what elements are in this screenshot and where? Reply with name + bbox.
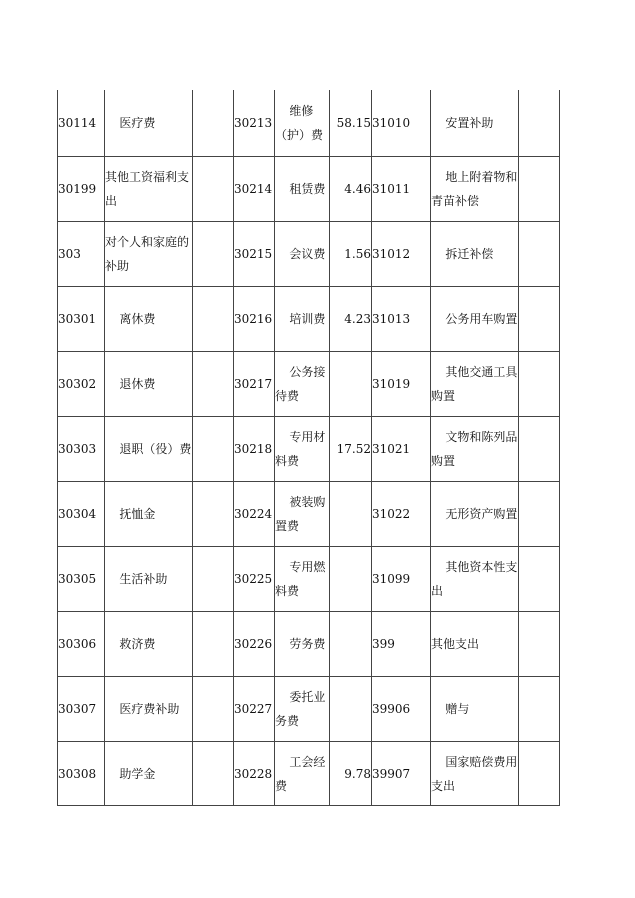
category-name-cell xyxy=(105,90,193,157)
category-name-cell xyxy=(105,222,193,287)
economic-code-text: 31022 xyxy=(372,507,411,521)
empty-cell xyxy=(519,547,560,612)
economic-code-text: 30218 xyxy=(234,442,273,456)
economic-code-cell xyxy=(372,547,431,612)
economic-code-cell xyxy=(58,90,105,157)
table-row xyxy=(58,352,560,417)
economic-code-cell xyxy=(234,612,275,677)
economic-code-text: 30303 xyxy=(58,442,97,456)
category-name-text: 专用燃料费 xyxy=(275,560,326,598)
table-row xyxy=(58,287,560,352)
economic-code-cell xyxy=(58,222,105,287)
economic-code-text: 303 xyxy=(58,247,81,261)
category-name-text: 劳务费 xyxy=(289,637,326,651)
economic-code-text: 30114 xyxy=(58,116,97,130)
category-name-text: 被装购置费 xyxy=(275,495,326,533)
economic-code-text: 30301 xyxy=(58,312,97,326)
economic-code-cell xyxy=(234,742,275,806)
economic-code-cell xyxy=(234,547,275,612)
economic-code-cell xyxy=(234,157,275,222)
economic-code-text: 30214 xyxy=(234,182,273,196)
table-row xyxy=(58,417,560,482)
empty-cell xyxy=(519,157,560,222)
category-name-cell xyxy=(105,352,193,417)
economic-code-cell xyxy=(58,677,105,742)
amount-text: 4.23 xyxy=(344,312,371,326)
category-name-cell xyxy=(275,677,330,742)
category-name-cell xyxy=(431,677,519,742)
category-name-text: 租赁费 xyxy=(289,182,326,196)
category-name-cell xyxy=(275,222,330,287)
economic-code-text: 31011 xyxy=(372,182,411,196)
category-name-text: 退休费 xyxy=(119,377,156,391)
economic-code-text: 30304 xyxy=(58,507,97,521)
economic-code-cell xyxy=(372,90,431,157)
economic-code-text: 31099 xyxy=(372,572,411,586)
category-name-cell xyxy=(431,287,519,352)
category-name-text: 维修（护）费 xyxy=(275,104,324,142)
amount-text: 9.78 xyxy=(344,766,371,781)
category-name-text: 地上附着物和青苗补偿 xyxy=(431,170,518,208)
empty-cell xyxy=(519,352,560,417)
table-row xyxy=(58,547,560,612)
economic-code-cell xyxy=(372,482,431,547)
empty-cell xyxy=(193,157,234,222)
category-name-text: 国家赔偿费用支出 xyxy=(431,754,518,793)
category-name-text: 其他交通工具购置 xyxy=(431,365,518,403)
economic-code-text: 30216 xyxy=(234,312,273,326)
category-name-text: 医疗费 xyxy=(119,116,156,130)
category-name-cell xyxy=(275,287,330,352)
empty-cell xyxy=(519,742,560,806)
category-name-cell xyxy=(431,157,519,222)
economic-code-text: 399 xyxy=(372,637,395,651)
category-name-cell xyxy=(105,482,193,547)
economic-code-text: 31019 xyxy=(372,377,411,391)
economic-code-text: 39906 xyxy=(372,702,411,716)
table-row xyxy=(58,222,560,287)
category-name-cell xyxy=(431,417,519,482)
economic-code-text: 30228 xyxy=(234,766,273,781)
economic-code-cell xyxy=(58,547,105,612)
economic-code-text: 30302 xyxy=(58,377,97,391)
empty-cell xyxy=(193,90,234,157)
category-name-text: 退职（役）费 xyxy=(119,442,192,456)
empty-cell xyxy=(193,677,234,742)
empty-cell xyxy=(193,287,234,352)
amount-text: 1.56 xyxy=(344,247,371,261)
category-name-text: 工会经费 xyxy=(275,754,326,793)
amount-cell xyxy=(330,90,372,157)
category-name-cell xyxy=(431,612,519,677)
economic-code-text: 30226 xyxy=(234,637,273,651)
category-name-text: 培训费 xyxy=(289,312,326,326)
economic-code-cell xyxy=(58,417,105,482)
category-name-cell xyxy=(275,547,330,612)
category-name-cell xyxy=(431,352,519,417)
category-name-cell xyxy=(105,157,193,222)
amount-text: 17.52 xyxy=(336,442,371,456)
category-name-cell xyxy=(431,547,519,612)
category-name-cell xyxy=(275,417,330,482)
amount-cell xyxy=(330,352,372,417)
empty-cell xyxy=(519,677,560,742)
category-name-cell xyxy=(105,287,193,352)
category-name-text: 离休费 xyxy=(119,312,156,326)
economic-code-cell xyxy=(372,742,431,806)
economic-code-cell xyxy=(372,612,431,677)
category-name-cell xyxy=(105,677,193,742)
economic-code-cell xyxy=(234,677,275,742)
economic-code-cell xyxy=(372,222,431,287)
amount-cell xyxy=(330,287,372,352)
category-name-cell xyxy=(105,742,193,806)
economic-code-cell xyxy=(234,287,275,352)
category-name-text: 其他工资福利支出 xyxy=(105,170,190,208)
economic-code-cell xyxy=(58,742,105,806)
economic-code-text: 31010 xyxy=(372,116,411,130)
economic-code-cell xyxy=(234,482,275,547)
category-name-cell xyxy=(275,612,330,677)
empty-cell xyxy=(519,90,560,157)
economic-code-text: 30227 xyxy=(234,702,273,716)
economic-code-text: 39907 xyxy=(372,766,411,781)
empty-cell xyxy=(193,547,234,612)
category-name-text: 对个人和家庭的补助 xyxy=(105,235,190,273)
economic-code-cell xyxy=(58,482,105,547)
empty-cell xyxy=(193,222,234,287)
economic-code-cell xyxy=(372,157,431,222)
category-name-cell xyxy=(275,90,330,157)
category-name-cell xyxy=(431,222,519,287)
category-name-text: 安置补助 xyxy=(445,116,494,130)
economic-code-text: 31013 xyxy=(372,312,411,326)
empty-cell xyxy=(193,352,234,417)
category-name-cell xyxy=(275,157,330,222)
category-name-cell xyxy=(105,417,193,482)
amount-cell xyxy=(330,482,372,547)
category-name-text: 生活补助 xyxy=(119,572,168,586)
table-row xyxy=(58,482,560,547)
economic-code-cell xyxy=(372,677,431,742)
economic-code-text: 31021 xyxy=(372,442,411,456)
amount-cell xyxy=(330,222,372,287)
economic-code-cell xyxy=(58,157,105,222)
empty-cell xyxy=(193,417,234,482)
economic-code-cell xyxy=(234,352,275,417)
empty-cell xyxy=(519,612,560,677)
economic-code-text: 30224 xyxy=(234,507,273,521)
category-name-text: 委托业务费 xyxy=(275,690,326,728)
amount-cell xyxy=(330,612,372,677)
category-name-cell xyxy=(431,90,519,157)
category-name-text: 医疗费补助 xyxy=(119,702,180,716)
category-name-text: 公务用车购置 xyxy=(445,312,518,326)
amount-text: 58.15 xyxy=(336,116,371,130)
empty-cell xyxy=(519,287,560,352)
economic-code-cell xyxy=(234,222,275,287)
category-name-text: 文物和陈列品购置 xyxy=(431,430,518,468)
category-name-text: 拆迁补偿 xyxy=(445,247,494,261)
category-name-text: 抚恤金 xyxy=(119,507,156,521)
category-name-cell xyxy=(275,742,330,806)
table-row xyxy=(58,157,560,222)
economic-code-text: 30213 xyxy=(234,116,273,130)
empty-cell xyxy=(519,417,560,482)
category-name-text: 公务接待费 xyxy=(275,365,326,403)
category-name-text: 专用材料费 xyxy=(275,430,326,468)
empty-cell xyxy=(193,482,234,547)
economic-code-cell xyxy=(234,90,275,157)
amount-cell xyxy=(330,547,372,612)
economic-code-text: 31012 xyxy=(372,247,411,261)
economic-code-text: 30306 xyxy=(58,637,97,651)
budget-table xyxy=(57,90,560,806)
empty-cell xyxy=(193,612,234,677)
table-row xyxy=(58,742,560,806)
economic-code-cell xyxy=(372,352,431,417)
category-name-cell xyxy=(275,352,330,417)
economic-code-cell xyxy=(58,287,105,352)
table-row xyxy=(58,90,560,157)
category-name-cell xyxy=(105,547,193,612)
economic-code-cell xyxy=(372,417,431,482)
economic-code-text: 30215 xyxy=(234,247,273,261)
amount-text: 4.46 xyxy=(344,182,371,196)
table-row xyxy=(58,677,560,742)
empty-cell xyxy=(519,222,560,287)
economic-code-cell xyxy=(372,287,431,352)
category-name-text: 无形资产购置 xyxy=(445,507,518,521)
empty-cell xyxy=(193,742,234,806)
economic-code-text: 30308 xyxy=(58,766,97,781)
category-name-cell xyxy=(431,482,519,547)
amount-cell xyxy=(330,742,372,806)
economic-code-cell xyxy=(58,612,105,677)
economic-code-text: 30225 xyxy=(234,572,273,586)
amount-cell xyxy=(330,157,372,222)
category-name-cell xyxy=(275,482,330,547)
category-name-text: 助学金 xyxy=(119,766,156,781)
economic-code-cell xyxy=(58,352,105,417)
amount-cell xyxy=(330,677,372,742)
empty-cell xyxy=(519,482,560,547)
economic-code-text: 30217 xyxy=(234,377,273,391)
category-name-text: 其他资本性支出 xyxy=(431,560,518,598)
economic-code-text: 30199 xyxy=(58,182,97,196)
category-name-text: 救济费 xyxy=(119,637,156,651)
category-name-text: 赠与 xyxy=(445,702,470,716)
table-row xyxy=(58,612,560,677)
category-name-text: 其他支出 xyxy=(431,637,480,651)
economic-code-text: 30307 xyxy=(58,702,97,716)
category-name-text: 会议费 xyxy=(289,247,326,261)
economic-code-cell xyxy=(234,417,275,482)
category-name-cell xyxy=(431,742,519,806)
category-name-cell xyxy=(105,612,193,677)
amount-cell xyxy=(330,417,372,482)
economic-code-text: 30305 xyxy=(58,572,97,586)
